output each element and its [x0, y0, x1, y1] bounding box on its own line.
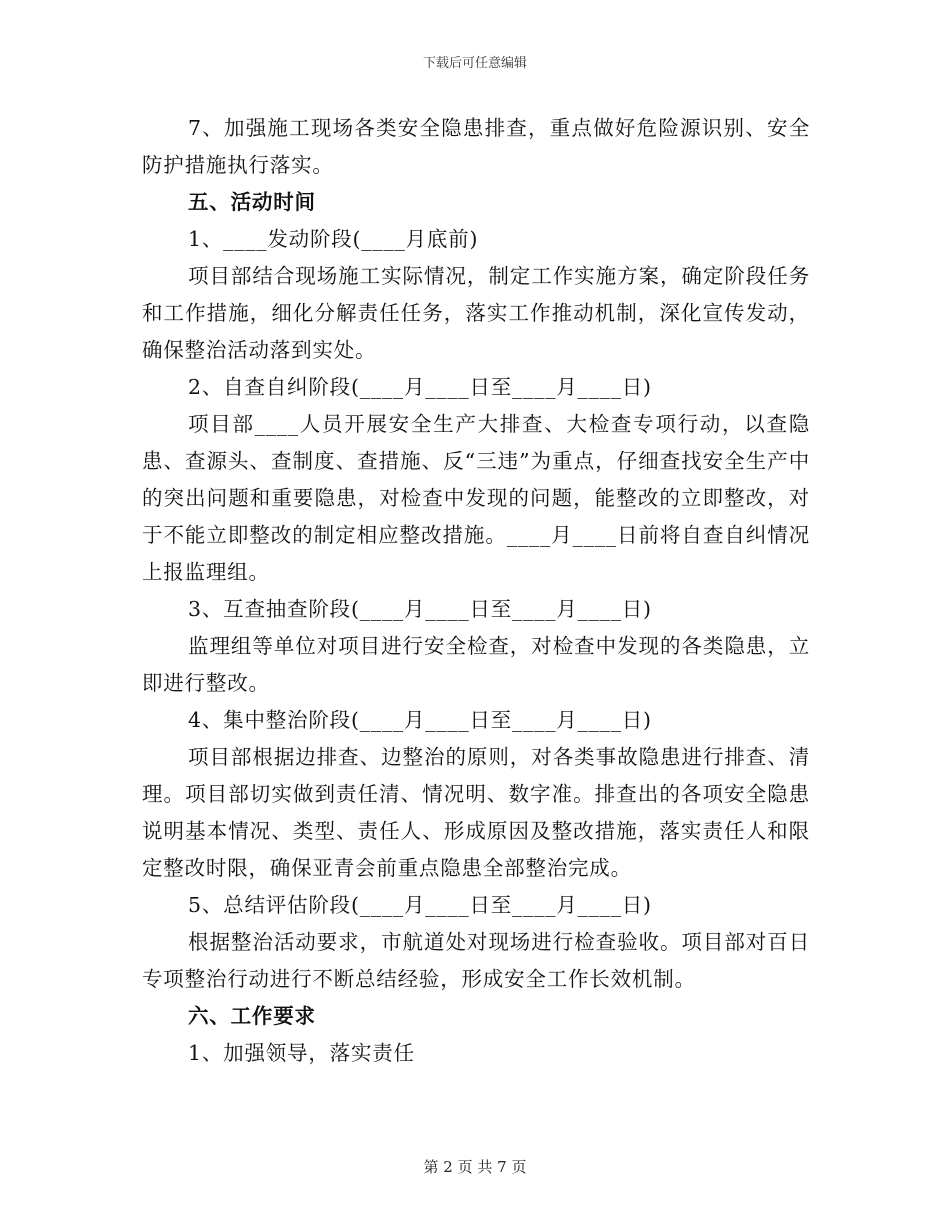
paragraph-summary-phase: 根据整治活动要求，市航道处对现场进行检查验收。项目部对百日专项整治行动进行不断总结经验，形成安全工作长效机制。	[142, 930, 810, 991]
subheading-summary-phase: 5、总结评估阶段(____月____日至____月____日)	[188, 893, 652, 917]
document-body	[142, 110, 810, 1072]
subheading-self-check-phase: 2、自查自纠阶段(____月____日至____月____日)	[188, 375, 652, 399]
paragraph-launch-phase: 项目部结合现场施工实际情况，制定工作实施方案，确定阶段任务和工作措施，细化分解责任任务，落实工作推动机制，深化宣传发动，确保整治活动落到实处。	[142, 264, 810, 362]
page-header: 下载后可任意编辑	[422, 56, 527, 71]
paragraph-mutual-check-phase: 监理组等单位对项目进行安全检查，对检查中发现的各类隐患，立即进行整改。	[142, 634, 810, 695]
paragraph-self-check-phase: 项目部____人员开展安全生产大排查、大检查专项行动，以查隐患、查源头、查制度、查措施、反“三违”为重点，仔细查找安全生产中的突出问题和重要隐患，对检查中发现的问题，能整改的立即整改，对于不能立即整改的制定相应整改措施。____月____日前将自查自纠情况上报监理组。	[142, 412, 810, 584]
subheading-strengthen-leadership: 1、加强领导，落实责任	[188, 1041, 415, 1065]
paragraph-rectification-phase: 项目部根据边排查、边整治的原则，对各类事故隐患进行排查、清理。项目部切实做到责任清、情况明、数字准。排查出的各项安全隐患说明基本情况、类型、责任人、形成原因及整改措施，落实责任人和限定整改时限，确保亚青会前重点隐患全部整治完成。	[142, 745, 810, 880]
section-heading-activity-time: 五、活动时间	[188, 190, 316, 214]
page-footer: 第 2 页 共 7 页	[423, 1158, 527, 1176]
subheading-launch-phase: 1、____发动阶段(____月底前)	[188, 227, 479, 251]
paragraph-item-7: 7、加强施工现场各类安全隐患排查，重点做好危险源识别、安全防护措施执行落实。	[142, 116, 810, 177]
subheading-mutual-check-phase: 3、互查抽查阶段(____月____日至____月____日)	[188, 597, 652, 621]
subheading-rectification-phase: 4、集中整治阶段(____月____日至____月____日)	[188, 708, 652, 732]
section-heading-work-requirements: 六、工作要求	[188, 1004, 316, 1028]
